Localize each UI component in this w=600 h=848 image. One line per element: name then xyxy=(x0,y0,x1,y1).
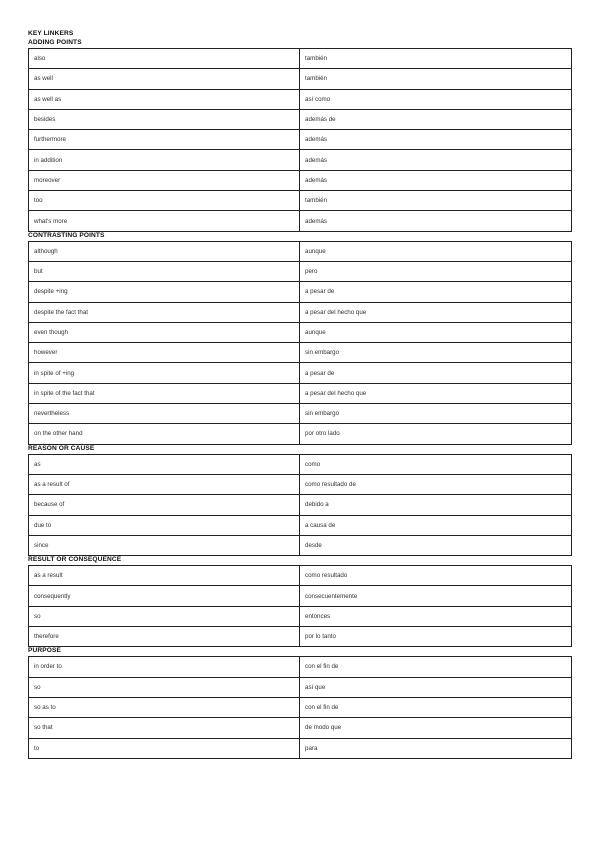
table-row xyxy=(29,657,572,677)
table-row xyxy=(29,566,572,586)
spanish-translation-cell: debido a xyxy=(300,495,572,515)
english-linker-cell: despite +ing xyxy=(29,282,300,302)
document-page xyxy=(28,30,571,759)
english-linker-cell: so that xyxy=(29,718,300,738)
table-row xyxy=(29,150,572,170)
table-row xyxy=(29,424,572,444)
english-linker-cell: in spite of the fact that xyxy=(29,383,300,403)
english-linker-cell: as a result of xyxy=(29,474,300,494)
table-row xyxy=(29,109,572,129)
section-heading: CONTRASTING POINTS xyxy=(28,231,105,239)
table-row xyxy=(29,302,572,322)
english-linker-cell: because of xyxy=(29,495,300,515)
table-row xyxy=(29,241,572,261)
section-heading: ADDING POINTS xyxy=(28,39,82,46)
english-linker-cell: too xyxy=(29,191,300,211)
page-title: KEY LINKERS xyxy=(28,30,74,37)
english-linker-cell: furthermore xyxy=(29,130,300,150)
spanish-translation-cell: como xyxy=(300,454,572,474)
english-linker-cell: also xyxy=(29,49,300,69)
spanish-translation-cell: además xyxy=(300,150,572,170)
spanish-translation-cell: para xyxy=(300,738,572,758)
english-linker-cell: in spite of +ing xyxy=(29,363,300,383)
spanish-translation-cell: también xyxy=(300,69,572,89)
section-heading: PURPOSE xyxy=(28,647,61,655)
spanish-translation-cell: de modo que xyxy=(300,718,572,738)
spanish-translation-cell: desde xyxy=(300,535,572,555)
english-linker-cell: besides xyxy=(29,109,300,129)
table-row xyxy=(29,627,572,647)
english-linker-cell: nevertheless xyxy=(29,404,300,424)
table-row xyxy=(29,363,572,383)
spanish-translation-cell: como resultado de xyxy=(300,474,572,494)
linker-table xyxy=(28,565,572,647)
english-linker-cell: so as to xyxy=(29,697,300,717)
english-linker-cell: moreover xyxy=(29,170,300,190)
table-row xyxy=(29,170,572,190)
english-linker-cell: although xyxy=(29,241,300,261)
table-row xyxy=(29,211,572,231)
table-row xyxy=(29,69,572,89)
spanish-translation-cell: además xyxy=(300,211,572,231)
table-row xyxy=(29,343,572,363)
spanish-translation-cell: a pesar del hecho que xyxy=(300,302,572,322)
english-linker-cell: as a result xyxy=(29,566,300,586)
spanish-translation-cell: así como xyxy=(300,89,572,109)
spanish-translation-cell: a pesar de xyxy=(300,282,572,302)
linker-table xyxy=(28,656,572,758)
spanish-translation-cell: entonces xyxy=(300,606,572,626)
table-row xyxy=(29,89,572,109)
table-row xyxy=(29,697,572,717)
english-linker-cell: but xyxy=(29,261,300,281)
section-heading: REASON OR CAUSE xyxy=(28,444,95,452)
table-row xyxy=(29,49,572,69)
spanish-translation-cell: con el fin de xyxy=(300,697,572,717)
spanish-translation-cell: pero xyxy=(300,261,572,281)
english-linker-cell: as well as xyxy=(29,89,300,109)
table-row xyxy=(29,535,572,555)
spanish-translation-cell: también xyxy=(300,191,572,211)
spanish-translation-cell: aunque xyxy=(300,322,572,342)
linker-table xyxy=(28,241,572,445)
linker-table xyxy=(28,48,572,232)
english-linker-cell: in order to xyxy=(29,657,300,677)
english-linker-cell: on the other hand xyxy=(29,424,300,444)
english-linker-cell: so xyxy=(29,606,300,626)
section-heading: RESULT OR CONSEQUENCE xyxy=(28,556,122,564)
spanish-translation-cell: con el fin de xyxy=(300,657,572,677)
spanish-translation-cell: sin embargo xyxy=(300,343,572,363)
spanish-translation-cell: por otro lado xyxy=(300,424,572,444)
spanish-translation-cell: sin embargo xyxy=(300,404,572,424)
spanish-translation-cell: como resultado xyxy=(300,566,572,586)
spanish-translation-cell: además xyxy=(300,170,572,190)
table-row xyxy=(29,586,572,606)
english-linker-cell: as well xyxy=(29,69,300,89)
spanish-translation-cell: a pesar de xyxy=(300,363,572,383)
english-linker-cell: what's more xyxy=(29,211,300,231)
sections-container xyxy=(28,39,571,759)
spanish-translation-cell: a causa de xyxy=(300,515,572,535)
spanish-translation-cell: aunque xyxy=(300,241,572,261)
spanish-translation-cell: además de xyxy=(300,109,572,129)
spanish-translation-cell: a pesar del hecho que xyxy=(300,383,572,403)
table-row xyxy=(29,322,572,342)
table-row xyxy=(29,130,572,150)
english-linker-cell: as xyxy=(29,454,300,474)
english-linker-cell: despite the fact that xyxy=(29,302,300,322)
table-row xyxy=(29,515,572,535)
table-row xyxy=(29,261,572,281)
spanish-translation-cell: también xyxy=(300,49,572,69)
table-row xyxy=(29,495,572,515)
table-row xyxy=(29,718,572,738)
table-row xyxy=(29,282,572,302)
english-linker-cell: even though xyxy=(29,322,300,342)
table-row xyxy=(29,454,572,474)
spanish-translation-cell: además xyxy=(300,130,572,150)
table-row xyxy=(29,677,572,697)
english-linker-cell: however xyxy=(29,343,300,363)
english-linker-cell: due to xyxy=(29,515,300,535)
spanish-translation-cell: así que xyxy=(300,677,572,697)
table-row xyxy=(29,738,572,758)
english-linker-cell: in addition xyxy=(29,150,300,170)
english-linker-cell: consequently xyxy=(29,586,300,606)
table-row xyxy=(29,474,572,494)
table-row xyxy=(29,404,572,424)
table-row xyxy=(29,383,572,403)
table-row xyxy=(29,191,572,211)
english-linker-cell: therefore xyxy=(29,627,300,647)
linker-table xyxy=(28,454,572,556)
english-linker-cell: to xyxy=(29,738,300,758)
table-row xyxy=(29,606,572,626)
english-linker-cell: so xyxy=(29,677,300,697)
spanish-translation-cell: por lo tanto xyxy=(300,627,572,647)
spanish-translation-cell: consecuentemente xyxy=(300,586,572,606)
english-linker-cell: since xyxy=(29,535,300,555)
